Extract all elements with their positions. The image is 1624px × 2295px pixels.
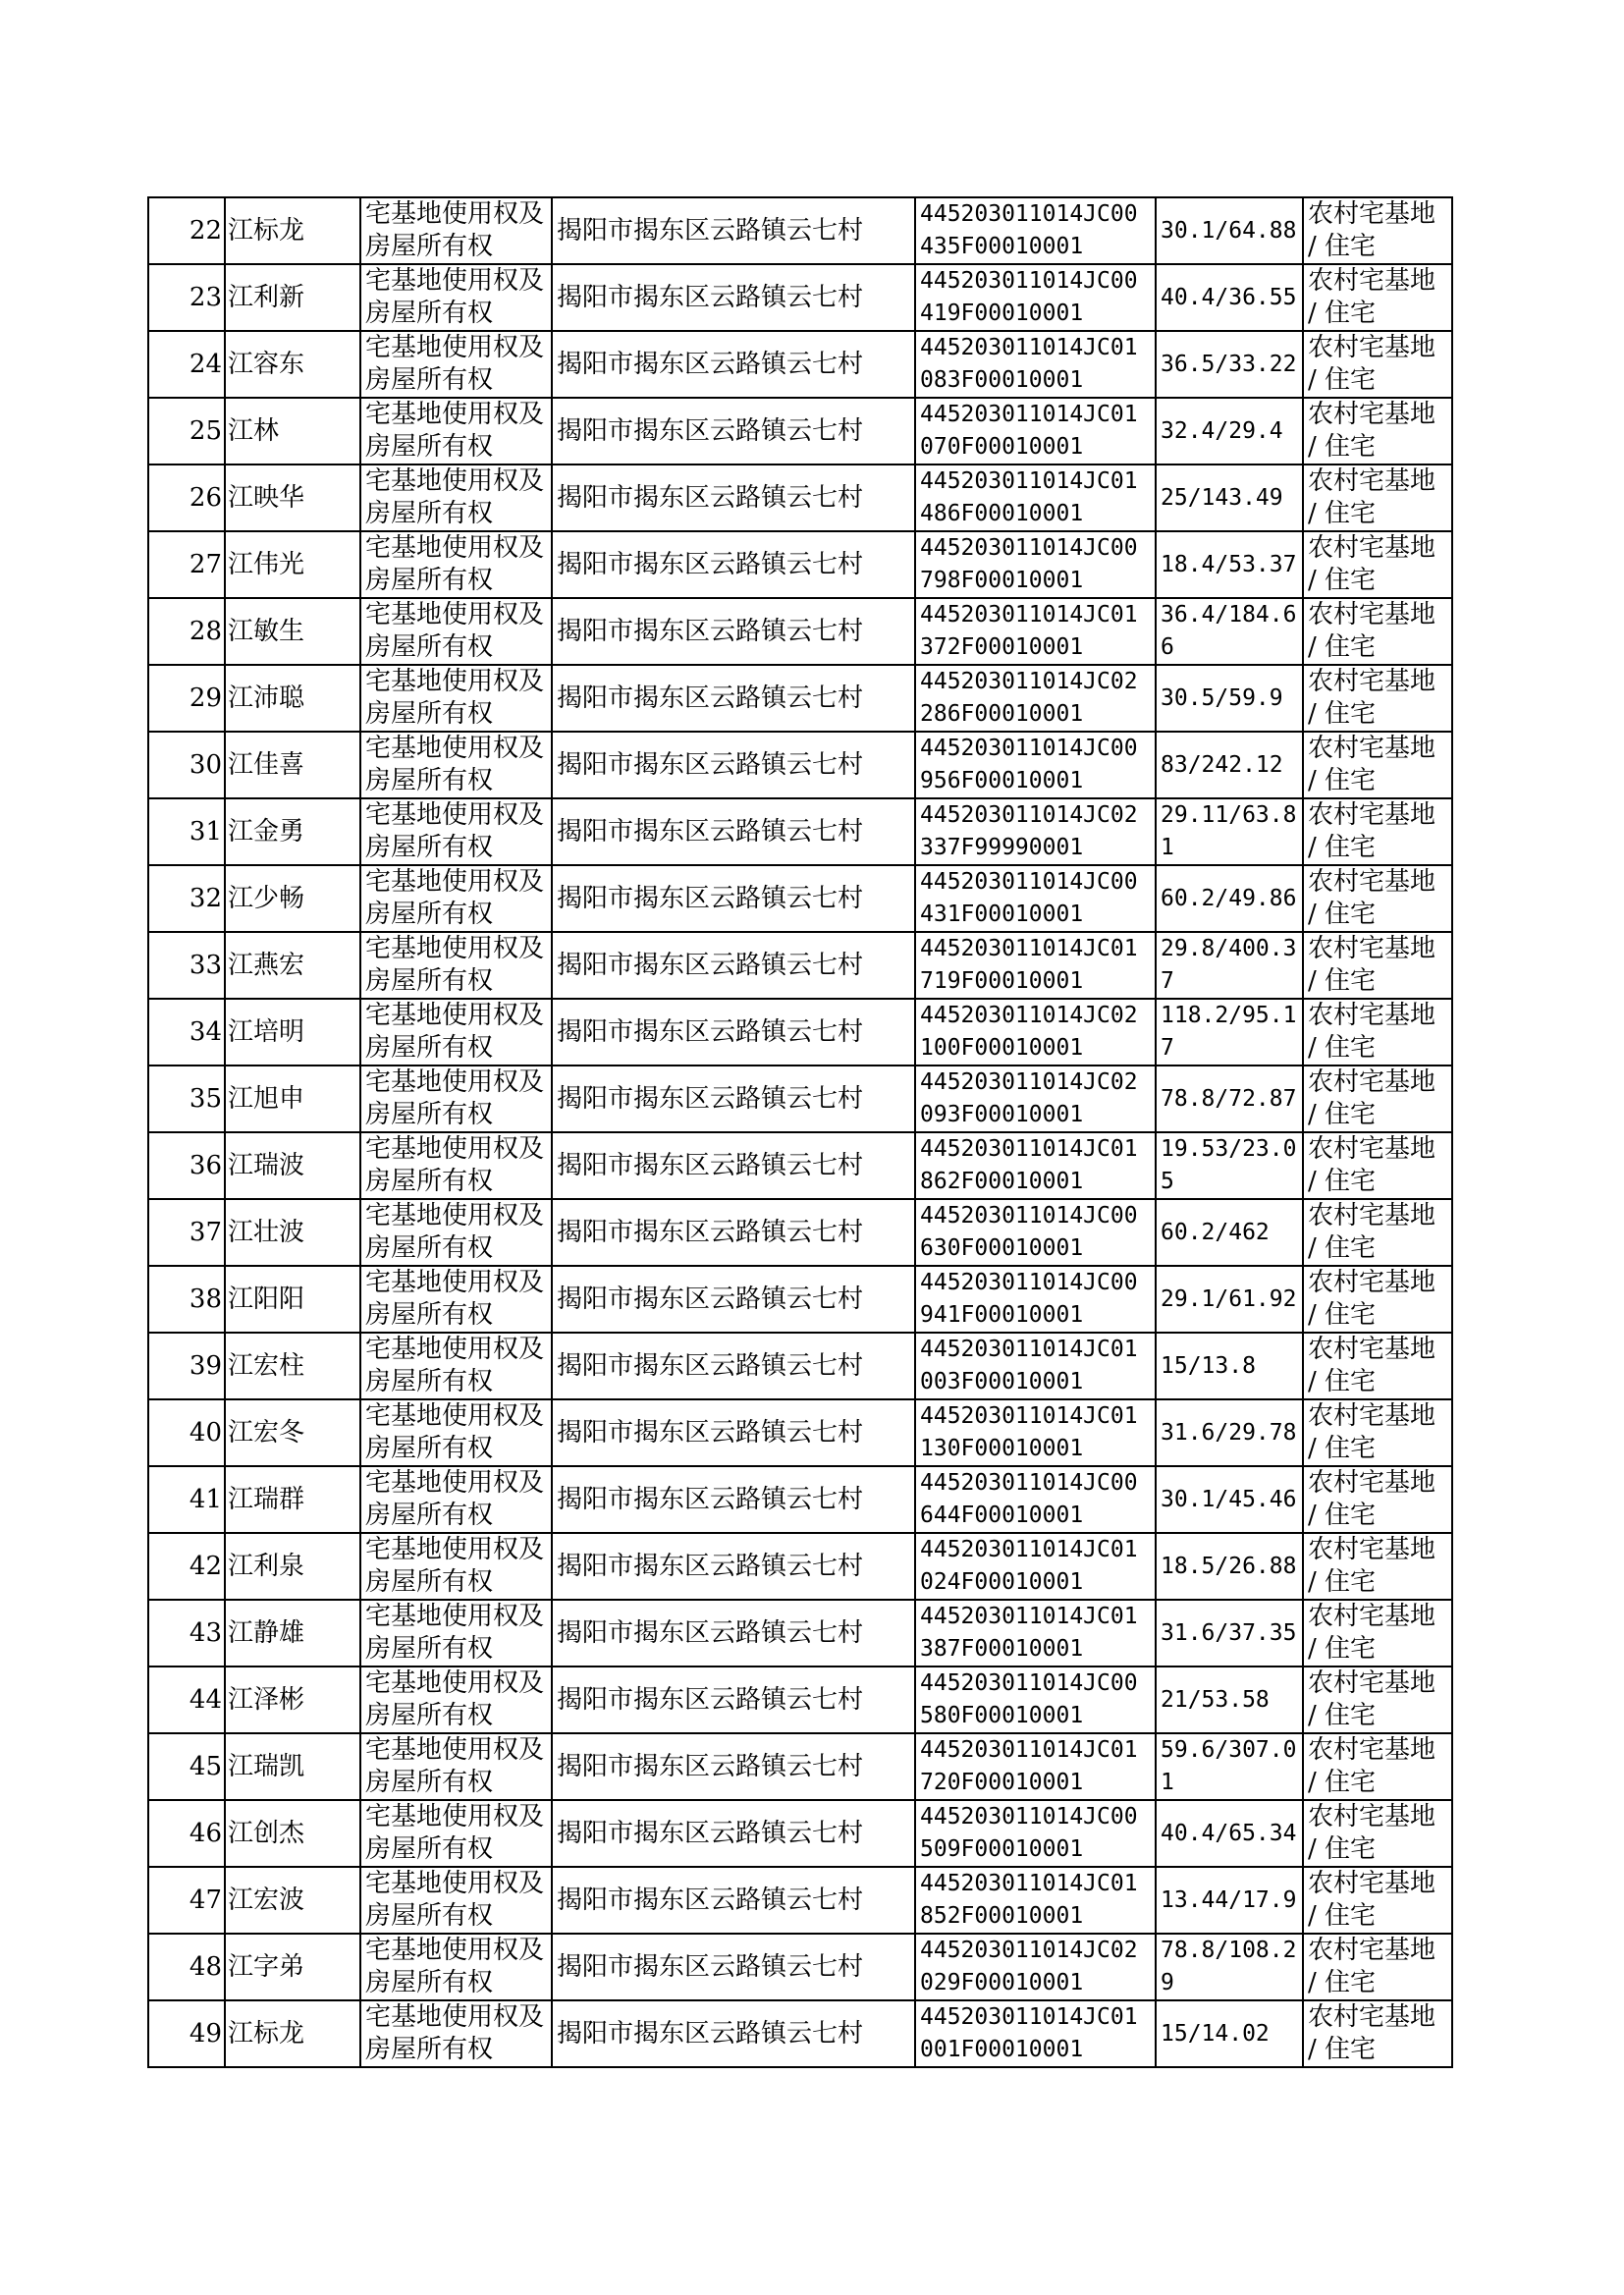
area-value: 60.2/49.86 — [1156, 865, 1303, 932]
land-use: 农村宅基地 / 住宅 — [1303, 598, 1452, 665]
property-unit-code: 445203011014JC01486F00010001 — [915, 464, 1156, 531]
area-value: 21/53.58 — [1156, 1667, 1303, 1733]
area-value: 60.2/462 — [1156, 1199, 1303, 1266]
row-number: 26 — [148, 464, 225, 531]
table-row — [148, 865, 1452, 932]
area-value: 15/13.8 — [1156, 1333, 1303, 1399]
right-type: 宅基地使用权及房屋所有权 — [360, 2000, 552, 2067]
property-unit-code: 445203011014JC01719F00010001 — [915, 932, 1156, 999]
area-value: 31.6/29.78 — [1156, 1399, 1303, 1466]
right-type: 宅基地使用权及房屋所有权 — [360, 798, 552, 865]
land-use: 农村宅基地 / 住宅 — [1303, 1934, 1452, 2000]
owner-name: 江标龙 — [225, 197, 360, 264]
right-type: 宅基地使用权及房屋所有权 — [360, 264, 552, 331]
property-location: 揭阳市揭东区云路镇云七村 — [552, 999, 915, 1066]
property-unit-code: 445203011014JC01852F00010001 — [915, 1867, 1156, 1934]
land-use: 农村宅基地 / 住宅 — [1303, 999, 1452, 1066]
owner-name: 江创杰 — [225, 1800, 360, 1867]
property-location: 揭阳市揭东区云路镇云七村 — [552, 1199, 915, 1266]
right-type: 宅基地使用权及房屋所有权 — [360, 665, 552, 732]
land-use: 农村宅基地 / 住宅 — [1303, 1266, 1452, 1333]
property-unit-code: 445203011014JC00956F00010001 — [915, 732, 1156, 798]
property-unit-code: 445203011014JC01862F00010001 — [915, 1132, 1156, 1199]
area-value: 59.6/307.01 — [1156, 1733, 1303, 1800]
row-number: 25 — [148, 398, 225, 464]
table-row — [148, 1867, 1452, 1934]
property-unit-code: 445203011014JC00419F00010001 — [915, 264, 1156, 331]
table-row — [148, 1266, 1452, 1333]
row-number: 22 — [148, 197, 225, 264]
owner-name: 江映华 — [225, 464, 360, 531]
property-unit-code: 445203011014JC01024F00010001 — [915, 1533, 1156, 1600]
right-type: 宅基地使用权及房屋所有权 — [360, 531, 552, 598]
right-type: 宅基地使用权及房屋所有权 — [360, 932, 552, 999]
right-type: 宅基地使用权及房屋所有权 — [360, 865, 552, 932]
row-number: 38 — [148, 1266, 225, 1333]
row-number: 24 — [148, 331, 225, 398]
row-number: 49 — [148, 2000, 225, 2067]
area-value: 29.8/400.37 — [1156, 932, 1303, 999]
area-value: 78.8/72.87 — [1156, 1066, 1303, 1132]
owner-name: 江佳喜 — [225, 732, 360, 798]
right-type: 宅基地使用权及房屋所有权 — [360, 1800, 552, 1867]
table-row — [148, 464, 1452, 531]
property-location: 揭阳市揭东区云路镇云七村 — [552, 2000, 915, 2067]
property-unit-code: 445203011014JC00509F00010001 — [915, 1800, 1156, 1867]
registration-table — [147, 196, 1453, 2068]
row-number: 33 — [148, 932, 225, 999]
owner-name: 江泽彬 — [225, 1667, 360, 1733]
table-row — [148, 331, 1452, 398]
area-value: 40.4/65.34 — [1156, 1800, 1303, 1867]
table-row — [148, 197, 1452, 264]
owner-name: 江容东 — [225, 331, 360, 398]
land-use: 农村宅基地 / 住宅 — [1303, 1667, 1452, 1733]
land-use: 农村宅基地 / 住宅 — [1303, 1399, 1452, 1466]
property-unit-code: 445203011014JC02093F00010001 — [915, 1066, 1156, 1132]
property-unit-code: 445203011014JC00941F00010001 — [915, 1266, 1156, 1333]
land-use: 农村宅基地 / 住宅 — [1303, 1333, 1452, 1399]
property-location: 揭阳市揭东区云路镇云七村 — [552, 732, 915, 798]
row-number: 37 — [148, 1199, 225, 1266]
table-row — [148, 932, 1452, 999]
table-row — [148, 1800, 1452, 1867]
right-type: 宅基地使用权及房屋所有权 — [360, 1533, 552, 1600]
table-row — [148, 798, 1452, 865]
owner-name: 江壮波 — [225, 1199, 360, 1266]
land-use: 农村宅基地 / 住宅 — [1303, 264, 1452, 331]
property-unit-code: 445203011014JC01720F00010001 — [915, 1733, 1156, 1800]
table-row — [148, 1399, 1452, 1466]
property-unit-code: 445203011014JC00630F00010001 — [915, 1199, 1156, 1266]
right-type: 宅基地使用权及房屋所有权 — [360, 598, 552, 665]
area-value: 78.8/108.29 — [1156, 1934, 1303, 2000]
property-unit-code: 445203011014JC02286F00010001 — [915, 665, 1156, 732]
table-row — [148, 2000, 1452, 2067]
owner-name: 江旭申 — [225, 1066, 360, 1132]
property-unit-code: 445203011014JC01083F00010001 — [915, 331, 1156, 398]
table-row — [148, 665, 1452, 732]
row-number: 27 — [148, 531, 225, 598]
land-use: 农村宅基地 / 住宅 — [1303, 798, 1452, 865]
right-type: 宅基地使用权及房屋所有权 — [360, 1333, 552, 1399]
table-row — [148, 999, 1452, 1066]
owner-name: 江宏柱 — [225, 1333, 360, 1399]
property-unit-code: 445203011014JC01130F00010001 — [915, 1399, 1156, 1466]
property-location: 揭阳市揭东区云路镇云七村 — [552, 1867, 915, 1934]
land-use: 农村宅基地 / 住宅 — [1303, 1600, 1452, 1667]
table-row — [148, 264, 1452, 331]
owner-name: 江阳阳 — [225, 1266, 360, 1333]
land-use: 农村宅基地 / 住宅 — [1303, 1533, 1452, 1600]
right-type: 宅基地使用权及房屋所有权 — [360, 1600, 552, 1667]
property-location: 揭阳市揭东区云路镇云七村 — [552, 1934, 915, 2000]
row-number: 28 — [148, 598, 225, 665]
table-row — [148, 732, 1452, 798]
table-row — [148, 1333, 1452, 1399]
property-unit-code: 445203011014JC00644F00010001 — [915, 1466, 1156, 1533]
owner-name: 江字弟 — [225, 1934, 360, 2000]
right-type: 宅基地使用权及房屋所有权 — [360, 1132, 552, 1199]
owner-name: 江瑞凯 — [225, 1733, 360, 1800]
property-location: 揭阳市揭东区云路镇云七村 — [552, 1333, 915, 1399]
owner-name: 江培明 — [225, 999, 360, 1066]
property-unit-code: 445203011014JC02337F99990001 — [915, 798, 1156, 865]
right-type: 宅基地使用权及房屋所有权 — [360, 1399, 552, 1466]
property-unit-code: 445203011014JC01387F00010001 — [915, 1600, 1156, 1667]
row-number: 41 — [148, 1466, 225, 1533]
property-unit-code: 445203011014JC02029F00010001 — [915, 1934, 1156, 2000]
right-type: 宅基地使用权及房屋所有权 — [360, 1867, 552, 1934]
owner-name: 江宏波 — [225, 1867, 360, 1934]
land-use: 农村宅基地 / 住宅 — [1303, 2000, 1452, 2067]
table-row — [148, 1600, 1452, 1667]
land-use: 农村宅基地 / 住宅 — [1303, 932, 1452, 999]
row-number: 44 — [148, 1667, 225, 1733]
area-value: 18.5/26.88 — [1156, 1533, 1303, 1600]
land-use: 农村宅基地 / 住宅 — [1303, 464, 1452, 531]
property-location: 揭阳市揭东区云路镇云七村 — [552, 1399, 915, 1466]
property-location: 揭阳市揭东区云路镇云七村 — [552, 197, 915, 264]
property-location: 揭阳市揭东区云路镇云七村 — [552, 464, 915, 531]
table-row — [148, 1199, 1452, 1266]
property-location: 揭阳市揭东区云路镇云七村 — [552, 1066, 915, 1132]
row-number: 23 — [148, 264, 225, 331]
area-value: 30.1/45.46 — [1156, 1466, 1303, 1533]
property-location: 揭阳市揭东区云路镇云七村 — [552, 1533, 915, 1600]
row-number: 30 — [148, 732, 225, 798]
owner-name: 江标龙 — [225, 2000, 360, 2067]
land-use: 农村宅基地 / 住宅 — [1303, 1066, 1452, 1132]
area-value: 30.1/64.88 — [1156, 197, 1303, 264]
owner-name: 江金勇 — [225, 798, 360, 865]
property-location: 揭阳市揭东区云路镇云七村 — [552, 331, 915, 398]
property-unit-code: 445203011014JC01003F00010001 — [915, 1333, 1156, 1399]
owner-name: 江瑞群 — [225, 1466, 360, 1533]
area-value: 30.5/59.9 — [1156, 665, 1303, 732]
property-location: 揭阳市揭东区云路镇云七村 — [552, 398, 915, 464]
right-type: 宅基地使用权及房屋所有权 — [360, 1667, 552, 1733]
right-type: 宅基地使用权及房屋所有权 — [360, 1066, 552, 1132]
table-row — [148, 1066, 1452, 1132]
land-use: 农村宅基地 / 住宅 — [1303, 331, 1452, 398]
land-use: 农村宅基地 / 住宅 — [1303, 531, 1452, 598]
area-value: 19.53/23.05 — [1156, 1132, 1303, 1199]
property-location: 揭阳市揭东区云路镇云七村 — [552, 865, 915, 932]
row-number: 29 — [148, 665, 225, 732]
land-use: 农村宅基地 / 住宅 — [1303, 1867, 1452, 1934]
owner-name: 江沛聪 — [225, 665, 360, 732]
right-type: 宅基地使用权及房屋所有权 — [360, 732, 552, 798]
property-location: 揭阳市揭东区云路镇云七村 — [552, 1466, 915, 1533]
owner-name: 江瑞波 — [225, 1132, 360, 1199]
property-location: 揭阳市揭东区云路镇云七村 — [552, 798, 915, 865]
table-body — [148, 197, 1452, 2067]
area-value: 32.4/29.4 — [1156, 398, 1303, 464]
property-location: 揭阳市揭东区云路镇云七村 — [552, 1600, 915, 1667]
area-value: 18.4/53.37 — [1156, 531, 1303, 598]
land-use: 农村宅基地 / 住宅 — [1303, 665, 1452, 732]
row-number: 32 — [148, 865, 225, 932]
owner-name: 江燕宏 — [225, 932, 360, 999]
right-type: 宅基地使用权及房屋所有权 — [360, 1733, 552, 1800]
property-location: 揭阳市揭东区云路镇云七村 — [552, 531, 915, 598]
row-number: 34 — [148, 999, 225, 1066]
row-number: 36 — [148, 1132, 225, 1199]
land-use: 农村宅基地 / 住宅 — [1303, 1199, 1452, 1266]
property-location: 揭阳市揭东区云路镇云七村 — [552, 932, 915, 999]
land-use: 农村宅基地 / 住宅 — [1303, 1733, 1452, 1800]
owner-name: 江利新 — [225, 264, 360, 331]
row-number: 42 — [148, 1533, 225, 1600]
table-row — [148, 1733, 1452, 1800]
right-type: 宅基地使用权及房屋所有权 — [360, 331, 552, 398]
owner-name: 江利泉 — [225, 1533, 360, 1600]
area-value: 36.5/33.22 — [1156, 331, 1303, 398]
right-type: 宅基地使用权及房屋所有权 — [360, 464, 552, 531]
row-number: 31 — [148, 798, 225, 865]
property-unit-code: 445203011014JC01070F00010001 — [915, 398, 1156, 464]
right-type: 宅基地使用权及房屋所有权 — [360, 398, 552, 464]
right-type: 宅基地使用权及房屋所有权 — [360, 1466, 552, 1533]
area-value: 29.1/61.92 — [1156, 1266, 1303, 1333]
row-number: 35 — [148, 1066, 225, 1132]
right-type: 宅基地使用权及房屋所有权 — [360, 999, 552, 1066]
row-number: 47 — [148, 1867, 225, 1934]
property-location: 揭阳市揭东区云路镇云七村 — [552, 1132, 915, 1199]
property-unit-code: 445203011014JC02100F00010001 — [915, 999, 1156, 1066]
land-use: 农村宅基地 / 住宅 — [1303, 197, 1452, 264]
table-row — [148, 531, 1452, 598]
area-value: 83/242.12 — [1156, 732, 1303, 798]
property-location: 揭阳市揭东区云路镇云七村 — [552, 1266, 915, 1333]
right-type: 宅基地使用权及房屋所有权 — [360, 1266, 552, 1333]
table-row — [148, 1132, 1452, 1199]
property-unit-code: 445203011014JC01372F00010001 — [915, 598, 1156, 665]
row-number: 43 — [148, 1600, 225, 1667]
land-use: 农村宅基地 / 住宅 — [1303, 1132, 1452, 1199]
row-number: 46 — [148, 1800, 225, 1867]
area-value: 31.6/37.35 — [1156, 1600, 1303, 1667]
property-location: 揭阳市揭东区云路镇云七村 — [552, 264, 915, 331]
owner-name: 江伟光 — [225, 531, 360, 598]
table-row — [148, 398, 1452, 464]
table-row — [148, 1533, 1452, 1600]
owner-name: 江宏冬 — [225, 1399, 360, 1466]
table-row — [148, 598, 1452, 665]
owner-name: 江林 — [225, 398, 360, 464]
property-unit-code: 445203011014JC00580F00010001 — [915, 1667, 1156, 1733]
table-row — [148, 1934, 1452, 2000]
area-value: 13.44/17.9 — [1156, 1867, 1303, 1934]
owner-name: 江少畅 — [225, 865, 360, 932]
row-number: 48 — [148, 1934, 225, 2000]
land-use: 农村宅基地 / 住宅 — [1303, 732, 1452, 798]
property-location: 揭阳市揭东区云路镇云七村 — [552, 598, 915, 665]
land-use: 农村宅基地 / 住宅 — [1303, 1800, 1452, 1867]
property-location: 揭阳市揭东区云路镇云七村 — [552, 665, 915, 732]
table-row — [148, 1466, 1452, 1533]
area-value: 36.4/184.66 — [1156, 598, 1303, 665]
property-location: 揭阳市揭东区云路镇云七村 — [552, 1667, 915, 1733]
right-type: 宅基地使用权及房屋所有权 — [360, 1934, 552, 2000]
land-use: 农村宅基地 / 住宅 — [1303, 398, 1452, 464]
property-location: 揭阳市揭东区云路镇云七村 — [552, 1733, 915, 1800]
area-value: 15/14.02 — [1156, 2000, 1303, 2067]
row-number: 45 — [148, 1733, 225, 1800]
property-location: 揭阳市揭东区云路镇云七村 — [552, 1800, 915, 1867]
land-use: 农村宅基地 / 住宅 — [1303, 865, 1452, 932]
table-row — [148, 1667, 1452, 1733]
area-value: 25/143.49 — [1156, 464, 1303, 531]
owner-name: 江敏生 — [225, 598, 360, 665]
property-unit-code: 445203011014JC00435F00010001 — [915, 197, 1156, 264]
row-number: 39 — [148, 1333, 225, 1399]
land-use: 农村宅基地 / 住宅 — [1303, 1466, 1452, 1533]
row-number: 40 — [148, 1399, 225, 1466]
area-value: 118.2/95.17 — [1156, 999, 1303, 1066]
owner-name: 江静雄 — [225, 1600, 360, 1667]
right-type: 宅基地使用权及房屋所有权 — [360, 1199, 552, 1266]
property-unit-code: 445203011014JC00798F00010001 — [915, 531, 1156, 598]
area-value: 40.4/36.55 — [1156, 264, 1303, 331]
property-unit-code: 445203011014JC00431F00010001 — [915, 865, 1156, 932]
property-unit-code: 445203011014JC01001F00010001 — [915, 2000, 1156, 2067]
right-type: 宅基地使用权及房屋所有权 — [360, 197, 552, 264]
area-value: 29.11/63.81 — [1156, 798, 1303, 865]
